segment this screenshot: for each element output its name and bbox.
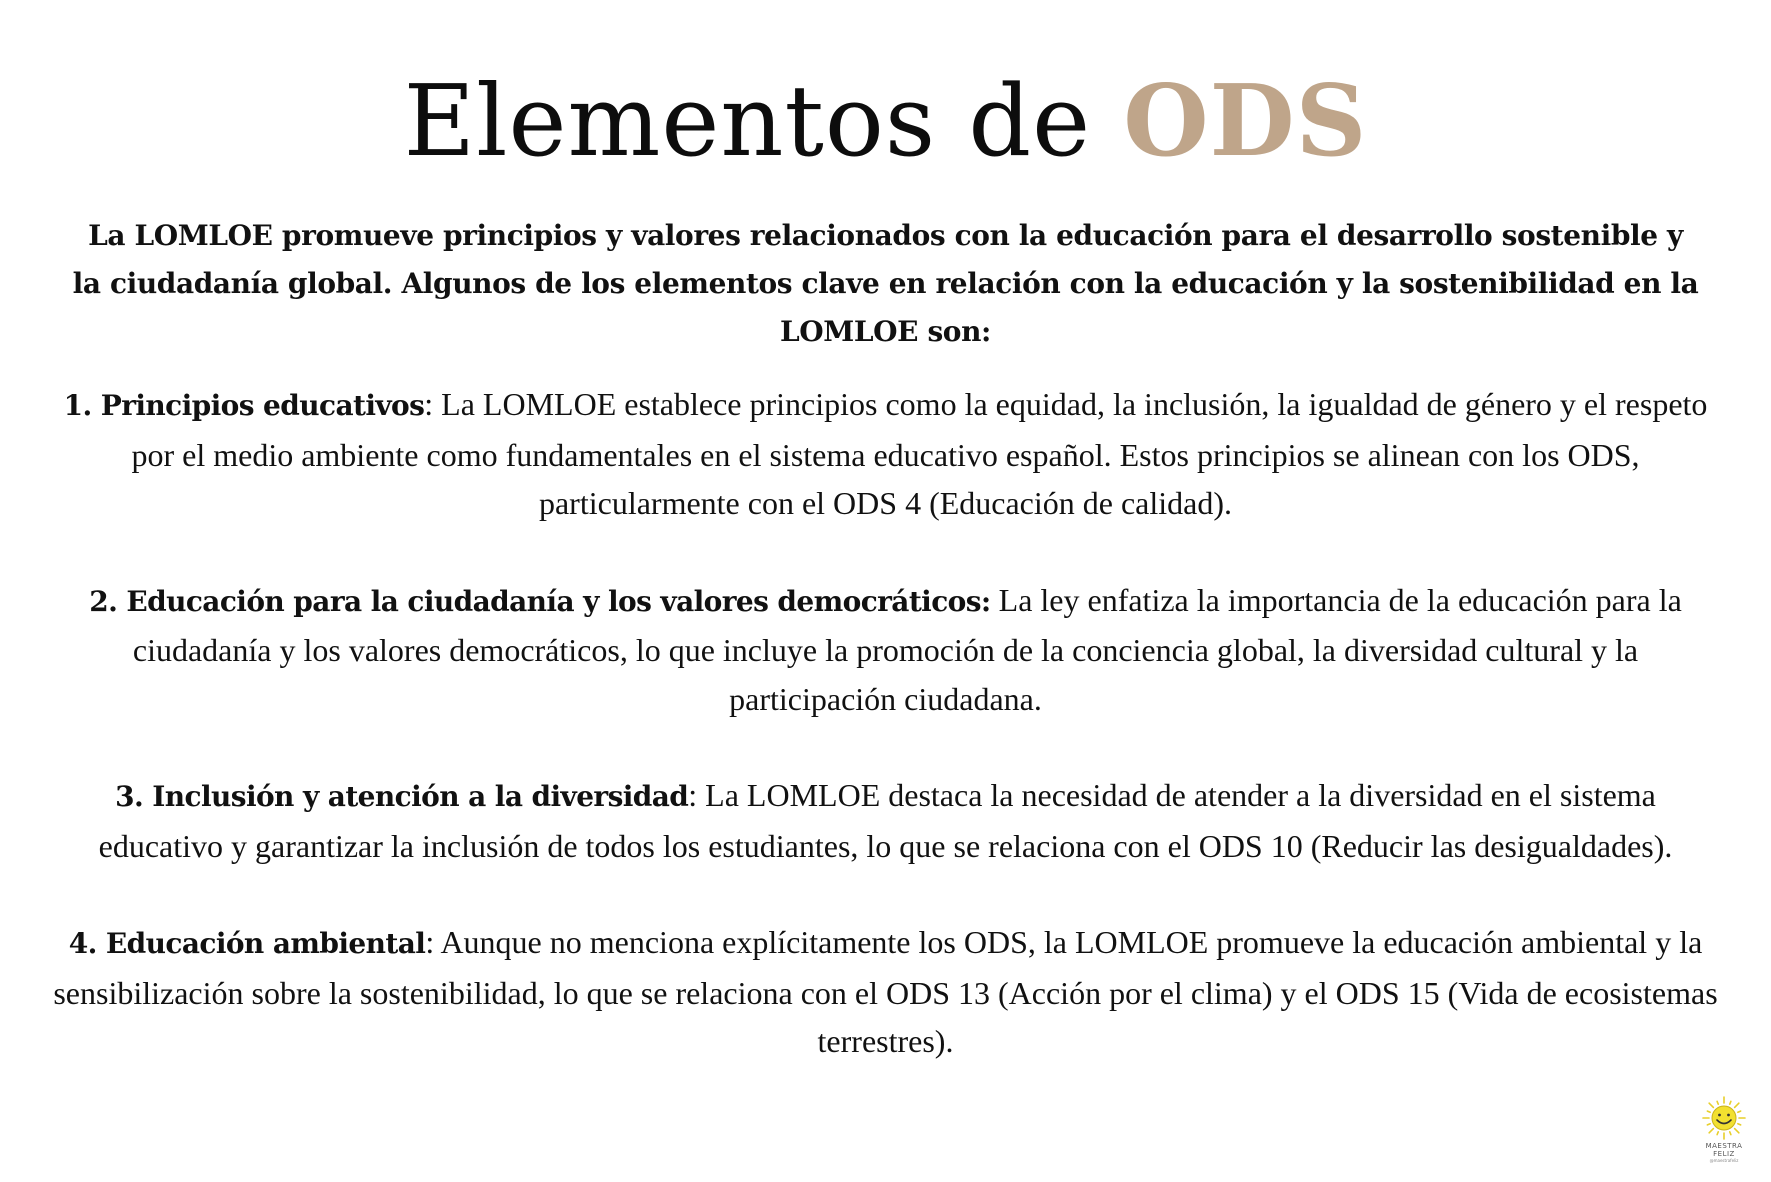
list-item xyxy=(50,576,1721,724)
item-text: La LOMLOE establece principios como la equidad, la inclusión, la igualdad de género y el respeto por el medio ambiente como fundamentales en el sistema educativo español. Estos principios se alinean con los ODS, particularmente con el ODS 4 (Educación de calidad). xyxy=(131,386,1708,521)
item-text: La LOMLOE destaca la necesidad de atender a la diversidad en el sistema educativo y garantizar la inclusión de todos los estudiantes, lo que se relaciona con el ODS 10 (Reducir las desigualdades). xyxy=(98,777,1673,864)
item-heading: 3. Inclusión y atención a la diversidad xyxy=(115,780,689,813)
smiling-sun-icon xyxy=(1694,1094,1754,1142)
intro-paragraph: La LOMLOE promueve principios y valores relacionados con la educación para el desarrollo sostenible y la ciudadanía global. Algunos de los elementos clave en relación con la educación y la sostenibilidad en la LOMLOE son: xyxy=(72,219,1699,348)
title-accent: ODS xyxy=(1123,64,1368,179)
item-heading: 1. Principios educativos xyxy=(63,389,425,422)
item-separator: : xyxy=(688,777,698,813)
page-title xyxy=(0,62,1771,182)
brand-logo xyxy=(1694,1094,1754,1164)
item-text: La ley enfatiza la importancia de la educación para la ciudadanía y los valores democráticos, lo que incluye la promoción de la conciencia global, la diversidad cultural y la participación ciudadana. xyxy=(132,581,1682,717)
item-heading: 4. Educación ambiental xyxy=(68,927,426,960)
item-text: Aunque no menciona explícitamente los ODS, la LOMLOE promueve la educación ambiental y la sensibilización sobre la sostenibilidad, lo que se relaciona con el ODS 13 (Acción por el clima) y el ODS 15 (Vida de ecosistemas terrestres). xyxy=(53,924,1718,1059)
item-separator: : xyxy=(425,924,435,960)
list-item xyxy=(50,771,1721,870)
title-main: Elementos de xyxy=(403,65,1092,179)
list-item xyxy=(50,918,1721,1066)
item-separator: : xyxy=(424,386,434,422)
elements-list xyxy=(50,380,1721,1114)
logo-name: MAESTRA FELIZ xyxy=(1705,1142,1743,1158)
list-item xyxy=(50,380,1721,528)
item-heading: 2. Educación para la ciudadanía y los valores democráticos: xyxy=(89,584,991,618)
logo-subtitle: @maestrafeliz xyxy=(1709,1158,1739,1163)
